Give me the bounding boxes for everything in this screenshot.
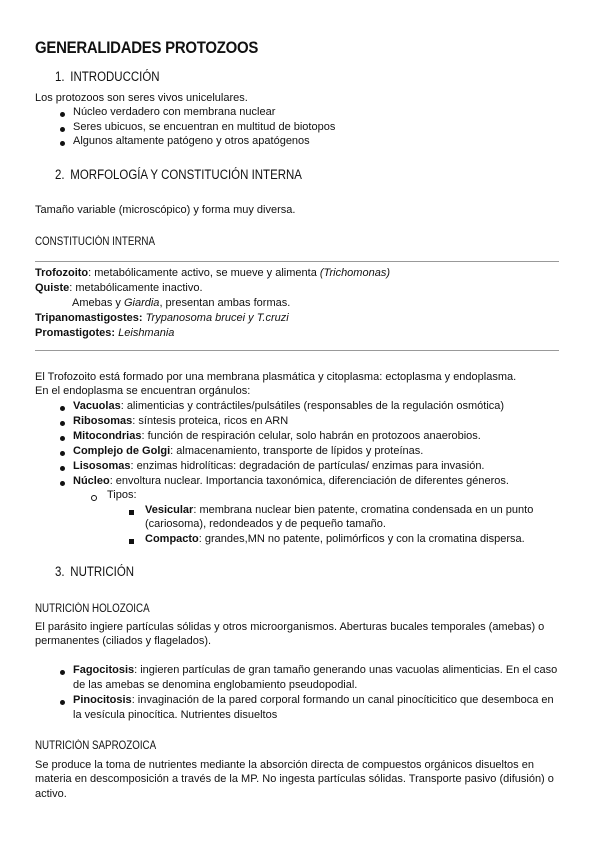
- term: Núcleo: [73, 475, 110, 487]
- term: Fagocitosis: [73, 664, 135, 676]
- bullet-dot: [60, 406, 65, 411]
- definition-text: : envoltura nuclear. Importancia taxonómica, diferenciación de diferentes géneros.: [109, 475, 509, 487]
- divider: [35, 261, 559, 262]
- definition-promastigotes: [35, 326, 174, 341]
- definition-text: : grandes,MN no patente, polimórficos y con la cromatina dispersa.: [198, 533, 525, 545]
- definition-italic: (Trichomonas): [319, 267, 390, 279]
- sub-bullet-square: [129, 510, 134, 515]
- term: Complejo de Golgi: [73, 445, 171, 457]
- term: Trofozoito: [35, 267, 89, 279]
- list-item-continuation: la vesícula pinocítica. Nutrientes disueltos: [73, 709, 278, 721]
- list-item: [73, 399, 504, 414]
- definition-italic: Leishmania: [115, 327, 175, 339]
- definition-amebas: [72, 296, 290, 311]
- term: Vacuolas: [73, 400, 121, 412]
- bullet-dot: [60, 436, 65, 441]
- subheading-saprozoica: NUTRICIÓN SAPROZOICA: [35, 740, 157, 752]
- definition-text: : metabólicamente inactivo.: [69, 282, 203, 294]
- definition-tripanomastigotes: [35, 311, 289, 326]
- paragraph: Se produce la toma de nutrientes mediante la absorción directa de compuestos orgánicos disueltos en: [35, 759, 534, 771]
- section-title: INTRODUCCIÓN: [70, 69, 160, 84]
- term: Ribosomas: [73, 415, 133, 427]
- section-3-heading: [55, 564, 134, 579]
- divider: [35, 350, 559, 351]
- definition-text: : función de respiración celular, solo habrán en protozoos anaerobios.: [141, 430, 481, 442]
- bullet-dot: [60, 112, 65, 117]
- paragraph: En el endoplasma se encuentran orgánulos:: [35, 385, 251, 397]
- definition-italic: Giardia: [123, 297, 160, 309]
- definition-text: : almacenamiento, transporte de lípidos y proteínas.: [170, 445, 424, 457]
- term: Vesicular: [145, 504, 194, 516]
- section-title: MORFOLOGÍA Y CONSTITUCIÓN INTERNA: [70, 167, 302, 182]
- list-item: Seres ubicuos, se encuentran en multitud de biotopos: [73, 121, 336, 133]
- bullet-dot: [60, 481, 65, 486]
- term: Quiste: [35, 282, 70, 294]
- sub-bullet-circle: [91, 495, 97, 501]
- definition-text: : membrana nuclear bien patente, cromatina condensada en un punto: [193, 504, 534, 516]
- section-number: 1.: [55, 69, 65, 84]
- term: Promastigotes:: [35, 327, 116, 339]
- sub-bullet-square: [129, 539, 134, 544]
- paragraph: Tamaño variable (microscópico) y forma muy diversa.: [35, 204, 296, 216]
- bullet-dot: [60, 127, 65, 132]
- list-item: [73, 414, 288, 429]
- bullet-dot: [60, 421, 65, 426]
- section-2-heading: [55, 167, 302, 182]
- term: Pinocitosis: [73, 694, 132, 706]
- paragraph: El parásito ingiere partículas sólidas y otros microorganismos. Aberturas bucales temporales (amebas) o: [35, 621, 545, 633]
- definition-trofozoito: [35, 266, 390, 281]
- paragraph: activo.: [35, 788, 67, 800]
- list-item: Algunos altamente patógeno y otros apatógenos: [73, 135, 310, 147]
- definition-text: : alimenticias y contráctiles/pulsátiles (responsables de la regulación osmótica): [120, 400, 505, 412]
- list-item: [73, 693, 554, 708]
- definition-italic: Trypanosoma brucei y T.cruzi: [142, 312, 289, 324]
- list-item: [145, 503, 533, 518]
- bullet-dot: [60, 451, 65, 456]
- bullet-dot: [60, 670, 65, 675]
- term: Lisosomas: [73, 460, 131, 472]
- subheading-constitucion: CONSTITUCIÓN INTERNA: [35, 236, 156, 248]
- list-item: [73, 459, 485, 474]
- definition-text: : metabólicamente activo, se mueve y alimenta: [88, 267, 320, 279]
- term: Compacto: [145, 533, 199, 545]
- term: Mitocondrias: [73, 430, 142, 442]
- list-item: Núcleo verdadero con membrana nuclear: [73, 106, 276, 118]
- term: Tripanomastigostes:: [35, 312, 143, 324]
- definition-text: : invaginación de la pared corporal formando un canal pinocíticitico que desemboca en: [131, 694, 554, 706]
- list-item: [73, 444, 423, 459]
- paragraph: materia en descomposición a través de la MP. No ingesta partículas sólidas. Transporte pasivo (difusión) o: [35, 773, 554, 785]
- list-item: [73, 429, 481, 444]
- list-item: [73, 474, 509, 489]
- bullet-dot: [60, 141, 65, 146]
- list-item-continuation: de las amebas se denomina englobamiento pseudopodial.: [73, 679, 358, 691]
- document-title: GENERALIDADES PROTOZOOS: [35, 38, 259, 57]
- paragraph: El Trofozoito está formado por una membrana plasmática y citoplasma: ectoplasma y endoplasma.: [35, 371, 517, 383]
- list-item: Tipos:: [107, 489, 137, 501]
- definition-text: : ingieren partículas de gran tamaño generando unas vacuolas alimenticias. En el caso: [134, 664, 558, 676]
- bullet-dot: [60, 700, 65, 705]
- subheading-holozoica: NUTRICIÓN HOLOZOICA: [35, 603, 150, 615]
- list-item-continuation: (cariosoma), redondeados y de pequeño tamaño.: [145, 518, 386, 530]
- definition-text: , presentan ambas formas.: [159, 297, 291, 309]
- list-item: [73, 663, 557, 678]
- section-number: 3.: [55, 564, 65, 579]
- paragraph: permanentes (ciliados y flagelados).: [35, 635, 212, 647]
- intro-text: Los protozoos son seres vivos unicelulares.: [35, 92, 248, 104]
- definition-text: : enzimas hidrolíticas: degradación de partículas/ enzimas para invasión.: [130, 460, 485, 472]
- section-number: 2.: [55, 167, 65, 182]
- definition-text: : síntesis proteica, ricos en ARN: [132, 415, 289, 427]
- list-item: [145, 532, 525, 547]
- definition-text: Amebas y: [72, 297, 124, 309]
- bullet-dot: [60, 466, 65, 471]
- section-1-heading: [55, 69, 160, 84]
- definition-quiste: [35, 281, 203, 296]
- section-title: NUTRICIÓN: [70, 564, 135, 579]
